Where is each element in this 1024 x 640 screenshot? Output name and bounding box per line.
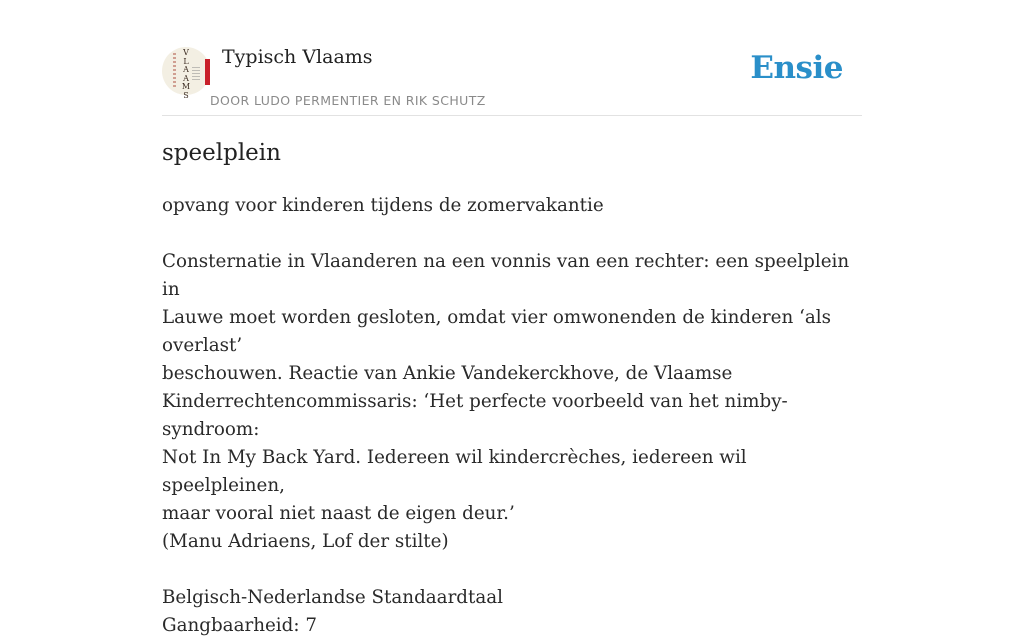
- quote-line: maar vooral niet naast de eigen deur.’: [162, 503, 515, 524]
- entry-definition: [162, 192, 862, 640]
- logo-letter: S: [183, 90, 189, 100]
- logo-letter: M: [181, 82, 191, 91]
- logo-letter: V: [183, 48, 189, 57]
- header: [162, 40, 862, 116]
- quote-line: Consternatie in Vlaanderen na een vonnis van een rechter: een speelplein in: [162, 251, 850, 300]
- logo-letter: A: [183, 65, 189, 74]
- logo-letter: A: [183, 73, 189, 83]
- quote-line: Not In My Back Yard. Iedereen wil kindercrèches, iedereen wil speelpleinen,: [162, 447, 747, 496]
- entry-term: speelplein: [162, 140, 281, 166]
- quote-line: Kinderrechtencommissaris: ‘Het perfecte voorbeeld van het nimby-syndroom:: [162, 391, 788, 440]
- entry-next-line: Gangbaarheid: 7: [162, 615, 317, 636]
- blog-avatar[interactable]: [162, 47, 210, 100]
- avatar-red-edge: [205, 59, 210, 85]
- brand-logo[interactable]: Ensie: [750, 50, 843, 86]
- quote-line: beschouwen. Reactie van Ankie Vandekerckhove, de Vlaamse: [162, 363, 733, 384]
- quote-source: (Manu Adriaens, Lof der stilte): [162, 531, 449, 552]
- blog-title[interactable]: Typisch Vlaams: [222, 46, 373, 68]
- entry-classification: Belgisch-Nederlandse Standaardtaal: [162, 587, 504, 608]
- spacer: [162, 220, 862, 248]
- blog-authors: DOOR LUDO PERMENTIER EN RIK SCHUTZ: [210, 93, 486, 108]
- avatar-logo-letters: [174, 49, 198, 100]
- quote-line: Lauwe moet worden gesloten, omdat vier omwonenden de kinderen ‘als overlast’: [162, 307, 831, 356]
- logo-letter: L: [183, 56, 189, 66]
- spacer: [162, 556, 862, 584]
- entry-summary: opvang voor kinderen tijdens de zomervakantie: [162, 195, 604, 216]
